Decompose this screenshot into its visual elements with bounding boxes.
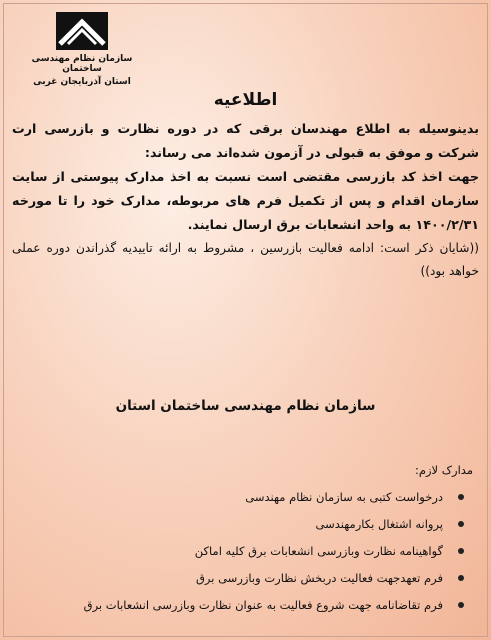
list-item: درخواست کتبی به سازمان نظام مهندسی [13, 485, 443, 512]
list-item: پروانه اشتغال بکارمهندسی [13, 512, 443, 539]
house-logo-icon [54, 10, 110, 52]
announcement-body [12, 117, 479, 283]
list-item: گواهینامه نظارت وبازرسی انشعابات برق کلیه اماکن [13, 539, 443, 566]
organization-signature: سازمان نظام مهندسی ساختمان استان [115, 398, 376, 414]
documents-heading: مدارک لازم: [415, 463, 473, 477]
required-documents [13, 463, 473, 620]
paragraph-intro: بدینوسیله به اطلاع مهندسان برقی که در دوره نظارت و بازرسی ارت شرکت و موفق به قبولی در آزمون شده‌اند می رساند: [12, 121, 479, 160]
paragraph-note: ((شایان ذکر است: ادامه فعالیت بازرسین ، مشروط به ارائه تاییدیه گذراندن دوره عملی خواهد بود)) [12, 241, 479, 278]
logo-province-name: استان آذربایجان غربی [33, 77, 131, 87]
page-title: اطلاعیه [213, 90, 278, 110]
logo-org-name: سازمان نظام مهندسی ساختمان [31, 54, 133, 74]
documents-list [13, 485, 473, 620]
list-item: فرم تقاضانامه جهت شروع فعالیت به عنوان نظارت وبازرسی انشعابات برق [13, 593, 443, 620]
organization-logo [22, 10, 142, 102]
paragraph-instructions: جهت اخذ کد بازرسی مقتضی است نسبت به اخذ مدارک پیوستی از سایت سازمان اقدام و پس از تکمیل فرم های مربوطه، مدارک خود را تا مورخه ۱۴۰۰/۲/۳۱ به واحد انشعابات برق ارسال نمایند. [12, 169, 479, 232]
list-item: فرم تعهدجهت فعالیت دربخش نظارت وبازرسی برق [13, 566, 443, 593]
